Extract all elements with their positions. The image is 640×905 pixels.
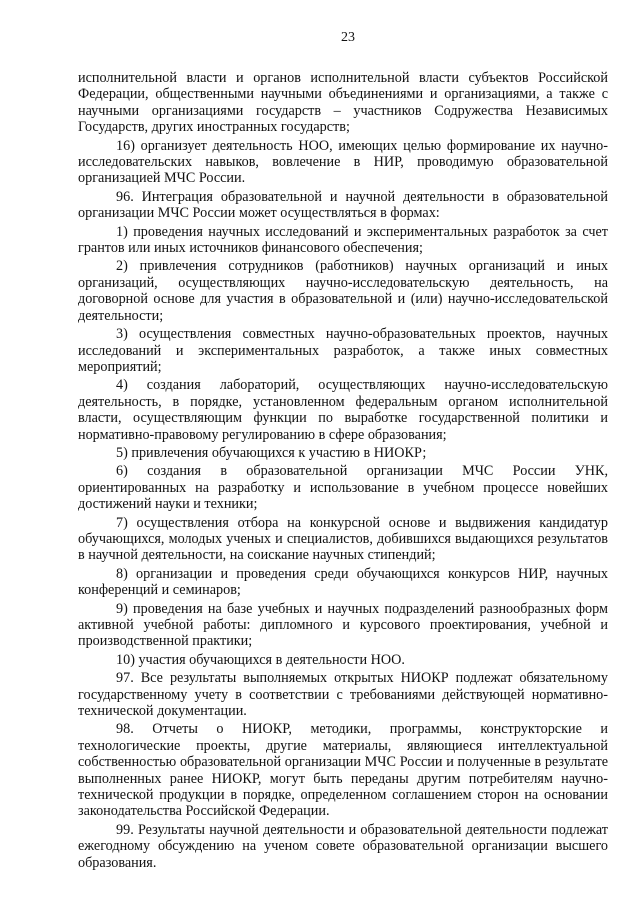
paragraph: 9) проведения на базе учебных и научных подразделений разнообразных форм активной учебной работы: дипломного и курсового проектирования, учебной и производственной практики; [78,600,608,650]
paragraph: 96. Интеграция образовательной и научной деятельности в образовательной организации МЧС России может осуществляться в формах: [78,188,608,222]
paragraph: 16) организует деятельность НОО, имеющих целью формирование их научно-исследовательских навыков, вовлечение в НИР, проводимую образовательной организацией МЧС России. [78,137,608,187]
paragraph: 5) привлечения обучающихся к участию в НИОКР; [116,444,427,461]
paragraph: 2) привлечения сотрудников (работников) научных организаций и иных организаций, осуществляющих научно-исследовательскую деятельность, на договорной основе для участия в образовательной и (или) научно-исследовательской деятельности; [78,258,608,324]
paragraph: 8) организации и проведения среди обучающихся конкурсов НИР, научных конференций и семинаров; [78,565,608,599]
document-body [78,70,608,871]
paragraph: 97. Все результаты выполняемых открытых НИОКР подлежат обязательному государственному учету в соответствии с требованиями действующей нормативно-технической документации. [78,670,608,720]
paragraph: 6) создания в образовательной организации МЧС России УНК, ориентированных на разработку и использование в учебном процессе новейших достижений науки и техники; [78,463,608,513]
paragraph: 1) проведения научных исследований и экспериментальных разработок за счет грантов или иных источников финансового обеспечения; [78,223,608,257]
paragraph: 10) участия обучающихся в деятельности НОО. [116,651,405,668]
paragraph: 99. Результаты научной деятельности и образовательной деятельности подлежат ежегодному обсуждению на ученом совете образовательной организации высшего образования. [78,821,608,871]
paragraph: 98. Отчеты о НИОКР, методики, программы, конструкторские и технологические проекты, другие материалы, являющиеся интеллектуальной собственностью образовательной организации МЧС России и полученные в результате выполненных ранее НИОКР, могут быть переданы другим потребителям научно-технической продукции в порядке, определенном соглашением сторон на основании законодательства Российской Федерации. [78,721,608,820]
paragraph: 3) осуществления совместных научно-образовательных проектов, научных исследований и экспериментальных разработок, а также иных совместных мероприятий; [78,326,608,375]
paragraph: 4) создания лабораторий, осуществляющих научно-исследовательскую деятельность, в порядке, установленном федеральным органом исполнительной власти, осуществляющим функции по выработке государственной политики и нормативно-правовому регулированию в сфере образования; [78,377,608,443]
page-number: 23 [341,30,355,45]
paragraph: исполнительной власти и органов исполнительной власти субъектов Российской Федерации, общественными научными объединениями и организациями, а также с научными организациями государств – участников Содружества Независимых Государств, других иностранных государств; [78,70,608,136]
paragraph: 7) осуществления отбора на конкурсной основе и выдвижения кандидатур обучающихся, молодых ученых и специалистов, добившихся выдающихся результатов в научной деятельности, на соискание научных стипендий; [78,514,608,564]
